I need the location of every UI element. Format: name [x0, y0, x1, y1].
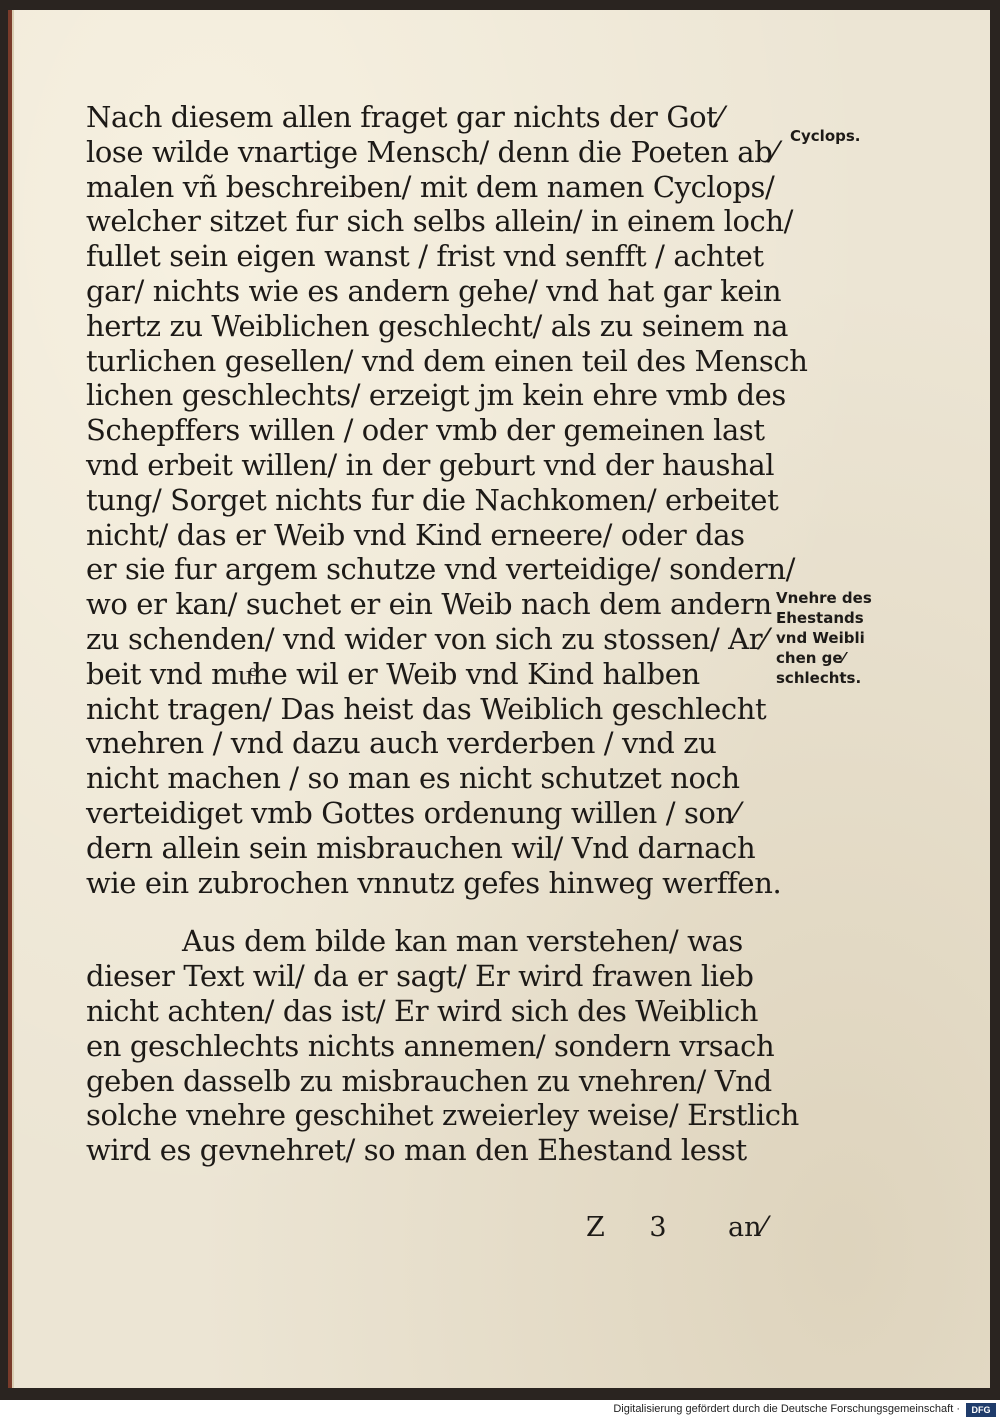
paragraph-gap — [86, 900, 786, 924]
text-line: vnehren / vnd dazu auch verderben / vnd zu — [86, 726, 717, 761]
paragraph-2 — [86, 924, 799, 1168]
text-line: vnd erbeit willen/ in der geburt vnd der haushal — [86, 447, 775, 482]
text-line: dieser Text wil/ da er sagt/ Er wird frawen lieb — [86, 959, 754, 994]
text-line: beit vnd muͤhe wil er Weib vnd Kind halben — [86, 656, 700, 691]
catchword: an⁄ — [728, 1212, 766, 1243]
text-line: Nach diesem allen fraget gar nichts der Got⁄ — [86, 100, 722, 134]
dfg-logo: DFG — [966, 1403, 996, 1417]
text-line: tung/ Sorget nichts fur die Nachkomen/ erbeitet — [86, 482, 779, 517]
text-line: wie ein zubrochen vnnutz gefes hinweg werffen. — [86, 865, 782, 900]
digitization-credit: Digitalisierung gefördert durch die Deutsche Forschungsgemeinschaft · — [613, 1403, 960, 1415]
text-line: verteidiget vmb Gottes ordenung willen / son⁄ — [86, 795, 739, 830]
page-footer — [86, 1212, 776, 1246]
text-line: lichen geschlechts/ erzeigt jm kein ehre vmb des — [86, 378, 786, 413]
text-line: Schepffers willen / oder vmb der gemeinen last — [86, 413, 765, 448]
text-line: en geschlechts nichts annemen/ sondern vrsach — [86, 1028, 775, 1063]
marginal-note-line: Vnehre des — [776, 589, 872, 607]
signature-mark: Z 3 — [586, 1212, 685, 1243]
text-line: dern allein sein misbrauchen wil/ Vnd darnach — [86, 830, 756, 865]
marginal-note-line: schlechts. — [776, 669, 862, 687]
page-edge — [8, 10, 12, 1388]
text-line: solche vnehre geschihet zweierley weise/ Erstlich — [86, 1098, 799, 1133]
text-line: nicht achten/ das ist/ Er wird sich des Weiblich — [86, 993, 759, 1028]
main-text-block — [86, 100, 808, 1168]
text-line: fullet sein eigen wanst / frist vnd senfft / achtet — [86, 239, 764, 274]
text-line: gar/ nichts wie es andern gehe/ vnd hat gar kein — [86, 273, 782, 308]
text-line: hertz zu Weiblichen geschlecht/ als zu seinem na — [86, 308, 789, 343]
text-line: er sie fur argem schutze vnd verteidige/ sondern/ — [86, 552, 796, 587]
text-line: nicht machen / so man es nicht schutzet noch — [86, 761, 740, 796]
text-line: wo er kan/ suchet er ein Weib nach dem andern — [86, 587, 772, 622]
text-line: turlichen gesellen/ vnd dem einen teil des Mensch — [86, 343, 808, 378]
marginal-note-line: Ehestands — [776, 609, 864, 627]
text-line: welcher sitzet fur sich selbs allein/ in einem loch/ — [86, 204, 794, 239]
text-line: nicht/ das er Weib vnd Kind erneere/ oder das — [86, 517, 745, 552]
text-line: lose wilde vnartige Mensch/ denn die Poeten ab⁄ — [86, 134, 777, 169]
text-line: wird es gevnehret/ so man den Ehestand lesst — [86, 1133, 747, 1168]
marginal-note-line: chen ge⁄ — [776, 649, 846, 667]
text-line: zu schenden/ vnd wider von sich zu stossen/ Ar⁄ — [86, 621, 767, 656]
text-line: geben dasselb zu misbrauchen zu vnehren/ Vnd — [86, 1063, 772, 1098]
marginal-note-ehestand — [776, 588, 872, 688]
marginal-note-cyclops: Cyclops. — [790, 127, 861, 145]
paragraph-1 — [86, 100, 808, 900]
text-line: nicht tragen/ Das heist das Weiblich geschlecht — [86, 691, 767, 726]
text-line: malen vñ beschreiben/ mit dem namen Cyclops/ — [86, 169, 775, 204]
text-line: Aus dem bilde kan man verstehen/ was — [182, 924, 743, 959]
marginal-note-line: vnd Weibli — [776, 629, 865, 647]
